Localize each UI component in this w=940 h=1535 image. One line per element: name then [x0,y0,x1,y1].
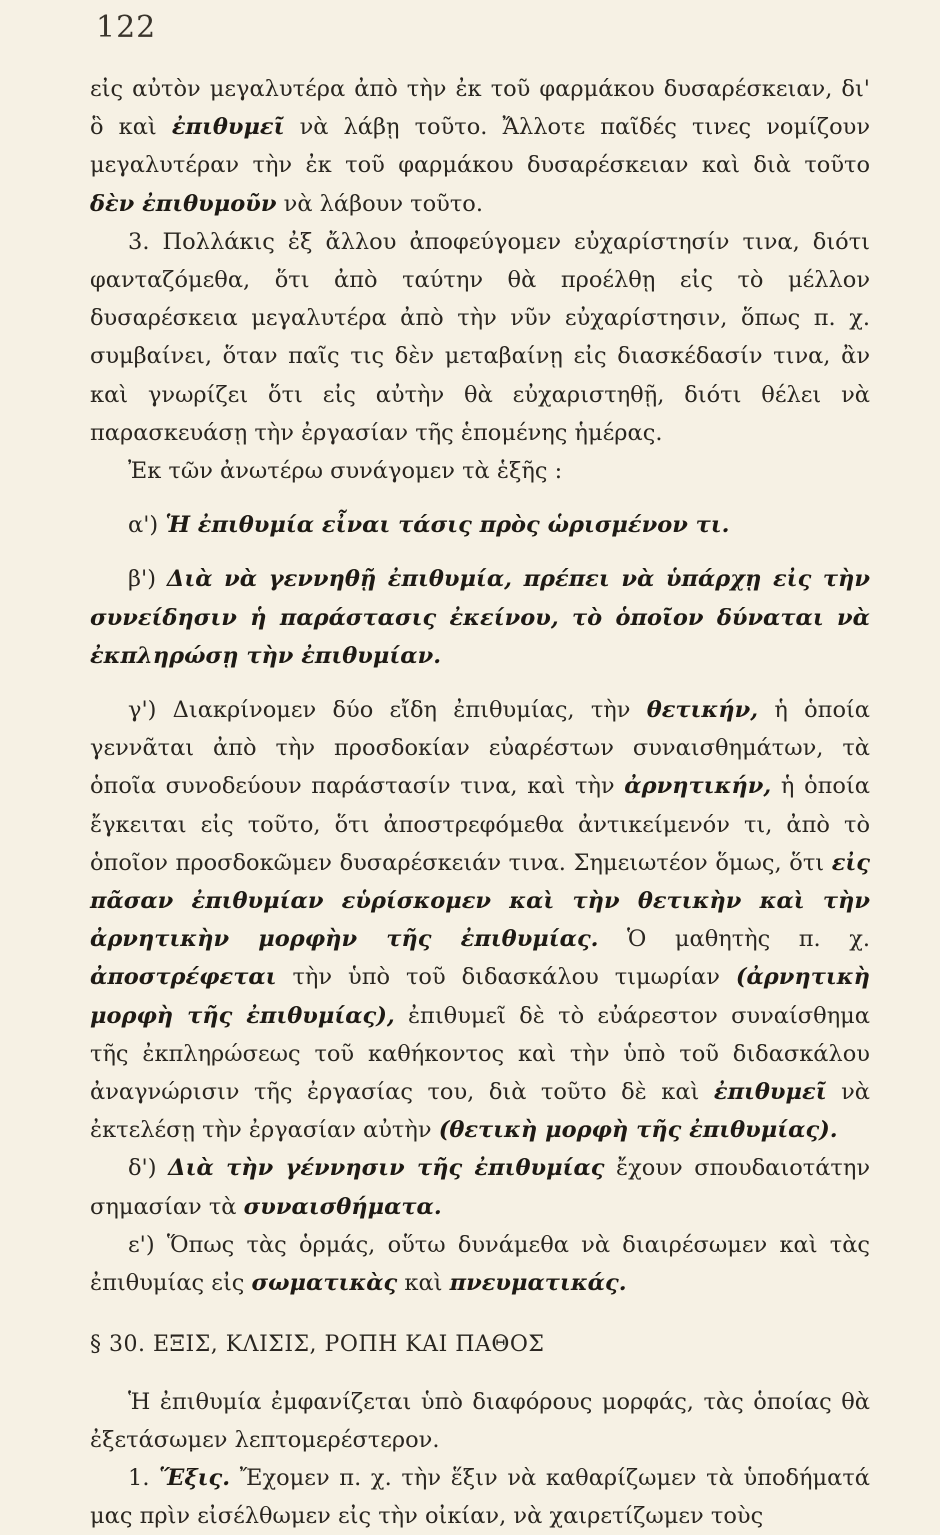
emphasized-text: Ἡ ἐπιθυμία εἶναι τάσις πρὸς ὡρισμένον τι. [165,512,730,539]
emphasized-text: ἀρνητικήν, [624,773,772,800]
emphasized-text: Ἕξις. [159,1464,231,1491]
emphasized-text: ἐπιθυμεῖ [171,114,285,141]
page-body [90,70,870,1535]
emphasized-text: ἀποστρέφεται [90,964,277,991]
paragraph-point-d [90,1149,870,1225]
text-run: νὰ ἐκτελέσῃ τὴν ἐργασίαν αὐτὴν [90,1079,870,1144]
section-heading: § 30. ΕΞΙΣ, ΚΛΙΣΙΣ, ΡΟΠΗ ΚΑΙ ΠΑΘΟΣ [90,1332,545,1358]
paragraph-point-e [90,1226,870,1302]
emphasized-text: συναισθήματα. [243,1193,442,1220]
emphasized-text: δὲν ἐπιθυμοῦν [90,190,277,217]
paragraph-continuation [90,70,870,223]
text-run: ε') Ὅπως τὰς ὁρμάς, οὕτω δυνάμεθα νὰ διαιρέσωμεν καὶ τὰς ἐπιθυμίας εἰς [90,1231,870,1297]
paragraph-summary-intro [90,452,870,490]
emphasized-text: Διὰ νὰ γεννηθῇ ἐπιθυμία, πρέπει νὰ ὑπάρχῃ εἰς τὴν συνείδησιν ἡ παράστασις ἐκείνου, τὸ ὁποῖον δύναται νὰ ἐκπληρώσῃ τὴν ἐπιθυμίαν. [90,566,870,669]
text-run: νὰ λάβῃ τοῦτο. Ἄλλοτε παῖδές τινες νομίζουν μεγαλυτέραν τὴν ἐκ τοῦ φαρμάκου δυσαρέσκειαν καὶ διὰ τοῦτο [90,114,870,179]
emphasized-text: ἐπιθυμεῖ [713,1079,827,1106]
emphasized-text: θετικήν, [646,697,759,724]
text-run: 1. [128,1464,160,1491]
text-run: γ') Διακρίνομεν δύο εἴδη ἐπιθυμίας, τὴν [128,697,647,724]
emphasized-text: (ἀρνητικὴ μορφὴ τῆς ἐπιθυμίας), [90,964,870,1029]
text-run: ἐπιθυμεῖ δὲ τὸ εὐάρεστον συναίσθημα τῆς ἐκπληρώσεως τοῦ καθήκοντος καὶ τὴν ὑπὸ τοῦ διδασκάλου ἀναγνώρισιν τῆς ἐργασίας του, διὰ τοῦτο δὲ καὶ [90,1002,870,1106]
paragraph-point-c [90,691,870,1149]
emphasized-text: Διὰ τὴν γέννησιν τῆς ἐπιθυμίας [168,1155,605,1182]
emphasized-text: εἰς πᾶσαν ἐπιθυμίαν εὑρίσκομεν καὶ τὴν θετικὴν καὶ τὴν ἀρνητικὴν μορφὴν τῆς ἐπιθυμίας. [90,849,870,953]
text-run: εἰς αὐτὸν μεγαλυτέρα ἀπὸ τὴν ἐκ τοῦ φαρμάκου δυσαρέσκειαν, δι' ὃ καὶ [90,76,870,141]
text-run: α') [128,512,166,539]
text-run: νὰ λάβουν τοῦτο. [276,190,483,217]
text-run: ἔχουν σπουδαιοτάτην σημασίαν τὰ [90,1155,870,1220]
emphasized-text: πνευματικάς. [449,1270,627,1297]
text-run: τὴν ὑπὸ τοῦ διδασκάλου τιμωρίαν [276,964,736,991]
text-run: δ') [128,1155,169,1182]
emphasized-text: σωματικὰς [251,1270,398,1297]
paragraph-habit [90,1459,870,1535]
text-run: Ὁ μαθητὴς π. χ. [598,926,870,953]
emphasized-text: (θετικὴ μορφὴ τῆς ἐπιθυμίας). [438,1117,838,1144]
text-run: Ἔχομεν π. χ. τὴν ἕξιν νὰ καθαρίζωμεν τὰ ὑποδήματά μας πρὶν εἰσέλθωμεν εἰς τὴν οἰκίαν, νὰ χαιρετίζωμεν τοὺς [90,1464,870,1530]
paragraph-point-a [90,506,870,544]
text-run: καὶ [397,1270,450,1297]
page-number: 122 [96,10,157,45]
text-run: β') [128,566,167,593]
text-run: Ἡ ἐπιθυμία ἐμφανίζεται ὑπὸ διαφόρους μορφάς, τὰς ὁποίας θὰ ἐξετάσωμεν λεπτομερέστερον. [90,1388,870,1453]
text-run: ἡ ὁποία ἔγκειται εἰς τοῦτο, ὅτι ἀποστρεφόμεθα ἀντικείμενόν τι, ἀπὸ τὸ ὁποῖον προσδοκῶμεν δυσαρέσκειάν τινα. Σημειωτέον ὅμως, ὅτι [90,773,870,876]
paragraph-point-b [90,560,870,675]
text-run: Ἐκ τῶν ἀνωτέρω συνάγομεν τὰ ἑξῆς : [128,458,563,485]
text-run: ἡ ὁποία γεννᾶται ἀπὸ τὴν προσδοκίαν εὐαρέστων συναισθημάτων, τὰ ὁποῖα συνοδεύουν παράστασίν τινα, καὶ τὴν [90,697,871,800]
paragraph-section-intro [90,1383,870,1459]
text-run: 3. Πολλάκις ἐξ ἄλλου ἀποφεύγομεν εὐχαρίστησίν τινα, διότι φανταζόμεθα, ὅτι ἀπὸ ταύτην θὰ προέλθῃ εἰς τὸ μέλλον δυσαρέσκεια μεγαλυτέρα ἀπὸ τὴν νῦν εὐχαρίστησιν, ὅπως π. χ. συμβαίνει, ὅταν παῖς τις δὲν μεταβαίνῃ εἰς διασκέδασίν τινα, ἂν καὶ γνωρίζει ὅτι εἰς αὐτὴν θὰ εὐχαριστηθῇ, διότι θέλει νὰ παρασκευάσῃ τὴν ἐργασίαν τῆς ἑπομένης ἡμέρας. [90,228,870,446]
paragraph-point-3 [90,223,870,452]
